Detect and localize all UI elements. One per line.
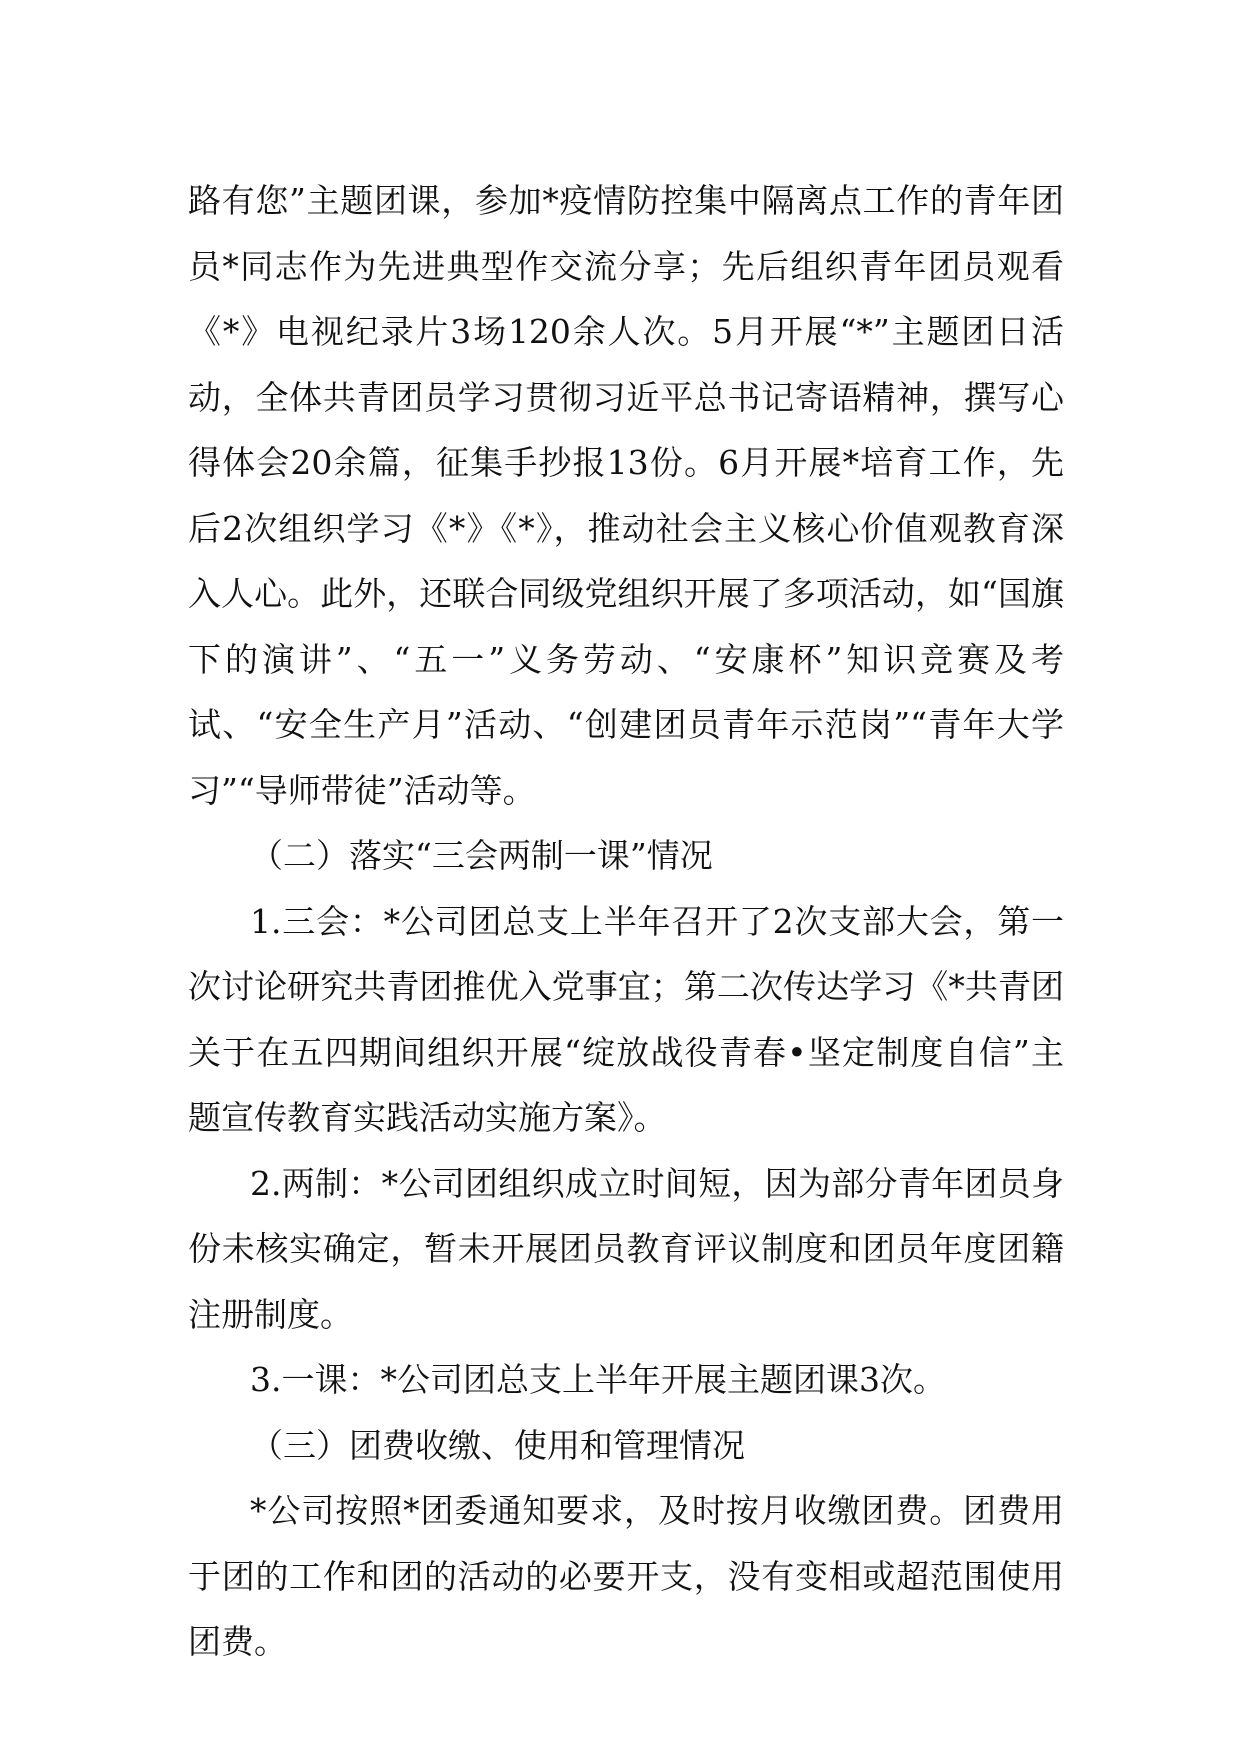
paragraph-league-fees: *公司按照*团委通知要求，及时按月收缴团费。团费用于团的工作和团的活动的必要开支，没有变相或超范围使用团费。 (188, 1491, 1064, 1661)
paragraph-activities: 路有您”主题团课，参加*疫情防控集中隔离点工作的青年团员*同志作为先进典型作交流分享；先后组织青年团员观看《*》电视纪录片3场120余人次。5月开展“*”主题团日活动，全体共青团员学习贯彻习近平总书记寄语精神，撰写心得体会20余篇，征集手抄报13份。6月开展*培育工作，先后2次组织学习《*》《*》，推动社会主义核心价值观教育深入人心。此外，还联合同级党组织开展了多项活动，如“国旗下的演讲”、“五一”义务劳动、“安康杯”知识竞赛及考试、“安全生产月”活动、“创建团员青年示范岗”“青年大学习”“导师带徒”活动等。 (188, 181, 1064, 810)
paragraph-three-meetings: 1.三会：*公司团总支上半年召开了2次支部大会，第一次讨论研究共青团推优入党事宜；第二次传达学习《*共青团关于在五四期间组织开展“绽放战役青春•坚定制度自信”主题宣传教育实践活动实施方案》。 (188, 901, 1064, 1137)
heading-section-two: （二）落实“三会两制一课”情况 (250, 836, 713, 875)
document-page (188, 168, 1064, 1675)
heading-section-three: （三）团费收缴、使用和管理情况 (250, 1425, 745, 1465)
paragraph-two-systems: 2.两制：*公司团组织成立时间短，因为部分青年团员身份未核实确定，暂未开展团员教育评议制度和团员年度团籍注册制度。 (188, 1163, 1064, 1334)
paragraph-one-lesson: 3.一课：*公司团总支上半年开展主题团课3次。 (250, 1360, 946, 1399)
